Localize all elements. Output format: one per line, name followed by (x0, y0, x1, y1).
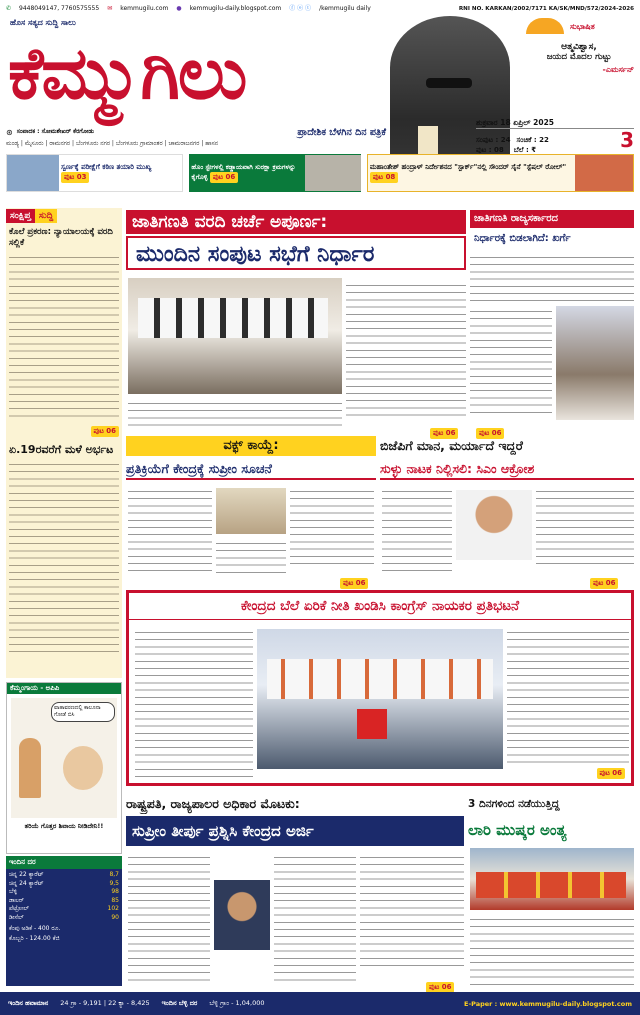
protest-story (126, 590, 634, 786)
supreme-court-photo (216, 488, 286, 534)
protest-page[interactable]: ಪುಟ 06 (597, 768, 625, 779)
brief-news-sidebar (6, 208, 122, 678)
footer-epaper-link[interactable]: E-Paper : www.kemmugilu-daily.blogspot.com (464, 999, 632, 1008)
footer-weather: ಇಂದಿನ ಹವಾಮಾನ (8, 999, 49, 1007)
cm-headline-1: ಬಿಜೆಪಿಗೆ ಮಾನ, ಮರ್ಯಾದೆ ಇದ್ದರೆ (380, 438, 523, 453)
lorry-photo (470, 848, 634, 910)
market-row-label: ಚಿನ್ನ 24 ಕ್ಯಾರೆಟ್ (9, 879, 44, 887)
sidebar-header (6, 208, 122, 224)
quote-line-1: ಆತ್ಮವಿಶ್ವಾಸ, (561, 42, 597, 52)
cartoon-illustration (11, 698, 117, 818)
top-contact-bar (6, 3, 634, 15)
sidebar-story-1-body (9, 252, 119, 418)
phone-icon: ✆ (6, 5, 12, 12)
editor-row (6, 126, 386, 138)
social-handle[interactable]: /kemmugilu daily (319, 5, 371, 12)
sunrise-icon (526, 18, 564, 34)
editor-name: ಸಂಪಾದಕ : ಸೋಮಶೇಖರ್ ಕೆರಗೋಡು (16, 128, 95, 135)
waqf-body-right (290, 486, 374, 568)
footer-silver-label: ಇಂದಿನ ಬೆಳ್ಳಿ ದರ (161, 999, 198, 1007)
president-page[interactable]: ಪುಟ 06 (426, 982, 454, 993)
districts-line: ಮಂಡ್ಯ | ಮೈಸೂರು | ರಾಮನಗರ | ಬೆಂಗಳೂರು ನಗರ | ಬೆಂಗಳೂರು ಗ್ರಾಮಾಂತರ | ಚಾಮರಾಜನಗರ | ಹಾಸನ (6, 140, 219, 147)
cartoon-label: ಕೆಮ್ಮಂಗಾಯ - ಅಪಿಪಿ (7, 683, 121, 694)
quote-block (524, 18, 634, 108)
teaser-1[interactable] (6, 154, 183, 192)
teaser-1-page: ಪುಟ 03 (61, 172, 89, 183)
market-row-value: 90 (111, 913, 119, 921)
sidebar-label-b: ಸುದ್ದಿ (35, 209, 57, 223)
sidebar-story-2-headline: ಏ.19ರವರೆಗೆ ಮಳೆ ಅರ್ಭಟ (9, 443, 114, 456)
issue-number: ಸಂಚಿಕೆ : 22 (516, 136, 549, 144)
teaser-3-page: ಪುಟ 08 (370, 172, 398, 183)
market-extra-2: ಕೊಬ್ಬರಿ - 124.00 ಕೆಜಿ (9, 935, 60, 942)
price-value: 3 (620, 128, 634, 152)
kharge-body-top (470, 252, 634, 302)
lorry-headline-1: 3 ದಿನಗಳಿಂದ ನಡೆಯುತ್ತಿದ್ದ (468, 798, 560, 810)
lead-headline-1: ಜಾತಿಗಣತಿ ವರದಿ ಚರ್ಚೆ ಅಪೂರ್ಣ: (126, 210, 466, 234)
teaser-2-image (305, 155, 361, 191)
president-headline-2: ಸುಪ್ರೀಂ ತೀರ್ಪು ಪ್ರಶ್ನಿಸಿ ಕೇಂದ್ರದ ಅರ್ಜಿ (126, 816, 464, 846)
market-row-label: ಚಿನ್ನ 22 ಕ್ಯಾರೆಟ್ (9, 871, 44, 878)
quote-line-2: ಜಯದ ಮೊದಲ ಗುಟ್ಟು (546, 52, 612, 62)
teaser-2[interactable] (189, 154, 360, 192)
issue-date: ಶುಕ್ರವಾರ 18 ಏಪ್ರಿಲ್ 2025 (476, 118, 634, 129)
cartoon-person-2 (63, 746, 103, 790)
protest-body-right (507, 627, 629, 767)
lead-story-body-col-right (346, 280, 466, 420)
issue-info (476, 118, 634, 155)
sunglasses-shape (426, 78, 472, 88)
president-body-col-2 (274, 852, 356, 982)
email-icon: ✉ (107, 5, 113, 12)
cm-headline-2: ಸುಳ್ಳು ನಾಟಕ ನಿಲ್ಲಿಸಲಿ: ಸಿಎಂ ಆಕ್ರೋಶ (380, 458, 634, 480)
masthead-tagline: ಹೊಸ ಸತ್ಯದ ಸುದ್ದಿ ಸಾಲು (10, 18, 76, 27)
protest-crowd (267, 659, 493, 699)
cabinet-meeting-people (138, 298, 328, 338)
market-extra-1: ಕೆಂಪು ಅಡಿಕೆ - 400 ರೂ. (9, 925, 61, 932)
teaser-3-text: ಮಹಾಂತೇಶ್ ಹಂದ್ರಾಳ್ ನಿರ್ದೇಶನದ "ಸ್ಪಾರ್ಕ್"ನಲ್ಲಿ ಸೌಂದರ್ ಸೈನೆ "ಸ್ಪೆಷಲ್ ರೋಲ್" (369, 163, 567, 171)
market-row-value: 85 (111, 896, 119, 904)
teaser-1-image (7, 155, 59, 191)
volume-number: ಸಂಪುಟ : 24 (476, 136, 511, 144)
waqf-page[interactable]: ಪುಟ 06 (340, 578, 368, 589)
teaser-3[interactable] (367, 154, 634, 192)
market-row-label: ಡೀಸೆಲ್ (9, 913, 24, 921)
cartoon-box (6, 682, 122, 854)
market-row (9, 914, 119, 923)
footer-gold: 24 ಗ್ರಾ - 9,191 | 22 ಕ್ಯಾ - 8,425 (60, 999, 150, 1007)
protest-photo (257, 629, 503, 769)
market-row-value: 8,7 (109, 871, 119, 878)
market-rates (6, 856, 122, 986)
cm-body-right (536, 486, 634, 568)
sidebar-story-2[interactable] (6, 440, 122, 658)
lorry-headline-2: ಲಾರಿ ಮುಷ್ಕರ ಅಂತ್ಯ (468, 821, 567, 839)
market-row-label: ಡಾಲರ್ (9, 896, 24, 904)
waqf-body-mid (216, 538, 286, 576)
price-label: ಬೆಲೆ : ₹ (513, 146, 537, 154)
market-row (9, 897, 119, 906)
cartoon-person-1 (19, 738, 41, 798)
protest-headline: ಕೇಂದ್ರದ ಬೆಲೆ ಏರಿಕೆ ನೀತಿ ಖಂಡಿಸಿ ಕಾಂಗ್ರೆಸ್ ನಾಯಕರ ಪ್ರತಿಭಟನೆ (129, 593, 631, 620)
cylinder-shape (357, 709, 387, 739)
quote-author: -ಎಮರ್ಸನ್ (602, 65, 634, 74)
waqf-kicker: ವಕ್ಫ್ ಕಾಯ್ದೆ: (126, 436, 376, 456)
teaser-row (6, 154, 634, 192)
cm-body-left (382, 486, 452, 576)
kharge-headline-2: ನಿರ್ಧಾರಕ್ಕೆ ಬಿಡಲಾಗಿದೆ: ಖರ್ಗೆ (474, 233, 571, 244)
cm-page[interactable]: ಪುಟ 06 (590, 578, 618, 589)
sidebar-story-1[interactable] (6, 224, 122, 440)
social-icons: ⓕ ⓞ ⓣ (289, 5, 312, 12)
kharge-photo (556, 306, 634, 420)
kharge-page[interactable]: ಪುಟ 06 (476, 428, 504, 439)
kharge-body-left (470, 306, 552, 416)
waqf-headline: ಪ್ರತಿಕ್ರಿಯೆಗೆ ಕೇಂದ್ರಕ್ಕೆ ಸುಪ್ರೀಂ ಸೂಚನೆ (126, 458, 376, 480)
teaser-2-page: ಪುಟ 06 (210, 172, 238, 183)
rni-number: RNI NO. KARKAN/2002/7171 KA/SK/MND/572/2024-2026 (458, 6, 634, 12)
cm-photo (456, 490, 532, 560)
lead-headline-2: ಮುಂದಿನ ಸಂಪುಟ ಸಭೆಗೆ ನಿರ್ಧಾರ (126, 236, 466, 270)
parked-lorries (476, 872, 626, 898)
page-count: ಪುಟ : 08 (476, 146, 504, 154)
teaser-1-text: ಸ್ವರ್ಣಕ್ಕೆ ಪರೀಕ್ಷೆಗೆ ಕಠಿಣ ತಯಾರಿ ಮುಖ್ಯ (61, 163, 152, 171)
settings-icon: ⊛ (6, 127, 13, 137)
lead-story-page[interactable]: ಪುಟ 06 (430, 428, 458, 439)
market-row (9, 905, 119, 914)
president-headline-1: ರಾಷ್ಟ್ರಪತಿ, ರಾಜ್ಯಪಾಲರ ಅಧಿಕಾರ ಮೊಟಕು: (126, 796, 300, 811)
lorry-body (470, 914, 634, 986)
teaser-2-text: ಹೊಂ ಸ್ಟೇಗಳಲ್ಲಿ ಕಡ್ಡಾಯವಾಗಿ ಸುರಕ್ಷಾ ಕ್ರಮಗಳನ್ನು ಕೈಗೊಳ್ಳಿ (191, 163, 296, 181)
protest-body-left (135, 627, 253, 777)
president-body-col-1 (128, 852, 210, 982)
cartoon-caption: ತರಿಯೆ ಗೊತ್ತರ ಶಿವಾಯ ನೀಡಿದೇನಿ!! (24, 822, 104, 830)
market-title: ಇಂದಿನ ದರ (6, 856, 122, 869)
market-row-value: 102 (107, 905, 119, 912)
phone-numbers: 9448049147, 7760575555 (19, 5, 100, 12)
teaser-3-image (575, 155, 633, 191)
masthead-title: ಕೆಮ್ಮುಗಿಲು (8, 31, 246, 115)
kharge-headline-1: ಜಾತಿಗಣತಿ ರಾಜ್ಯಸರ್ಕಾರದ (470, 210, 634, 228)
waqf-body-left (128, 486, 212, 576)
globe-icon: ● (176, 5, 182, 12)
cartoon-bubble: ವಾತಾವರಣದಲ್ಲಿ ಕಾಲೂನಾ ಗೋಡೆ ಬಿಸಿ (51, 702, 115, 722)
market-row-label: ಪೆಟ್ರೋಲ್ (9, 905, 29, 912)
market-row (9, 880, 119, 889)
president-body-col-3 (360, 852, 464, 972)
sidebar-story-1-headline: ಕೊಲೆ ಪ್ರಕರಣ: ನ್ಯಾಯಾಲಯಕ್ಕೆ ವರದಿ ಸಲ್ಲಿಕೆ (9, 227, 113, 248)
hand-shape (418, 126, 438, 154)
lead-story-body-bottom (128, 398, 342, 428)
newspaper-subtitle: ಪ್ರಾದೇಶಿಕ ಬೆಳಗಿನ ದಿನ ಪತ್ರಿಕೆ (297, 126, 386, 138)
website-link[interactable]: kemmugilu.com (120, 5, 169, 12)
market-row (9, 888, 119, 897)
sidebar-story-1-page: ಪುಟ 06 (91, 426, 119, 437)
footer-bar (0, 992, 640, 1015)
sidebar-label-a: ಸಂಕ್ಷಿಪ್ತ (6, 209, 35, 223)
quote-title: ಸುಭಾಷಿತ (570, 22, 595, 31)
governor-photo (214, 880, 270, 950)
footer-silver: ಬೆಳ್ಳಿ ಗ್ರಾಂ - 1,04,000 (209, 999, 265, 1007)
market-row (9, 871, 119, 880)
lead-story-photo (128, 278, 342, 394)
sidebar-story-2-body (9, 459, 119, 655)
blog-link[interactable]: kemmugilu-daily.blogspot.com (189, 5, 282, 12)
market-row-label: ಬೆಳ್ಳಿ (9, 888, 17, 895)
market-row-value: 98 (111, 888, 119, 895)
market-row-value: 9,5 (109, 879, 119, 887)
